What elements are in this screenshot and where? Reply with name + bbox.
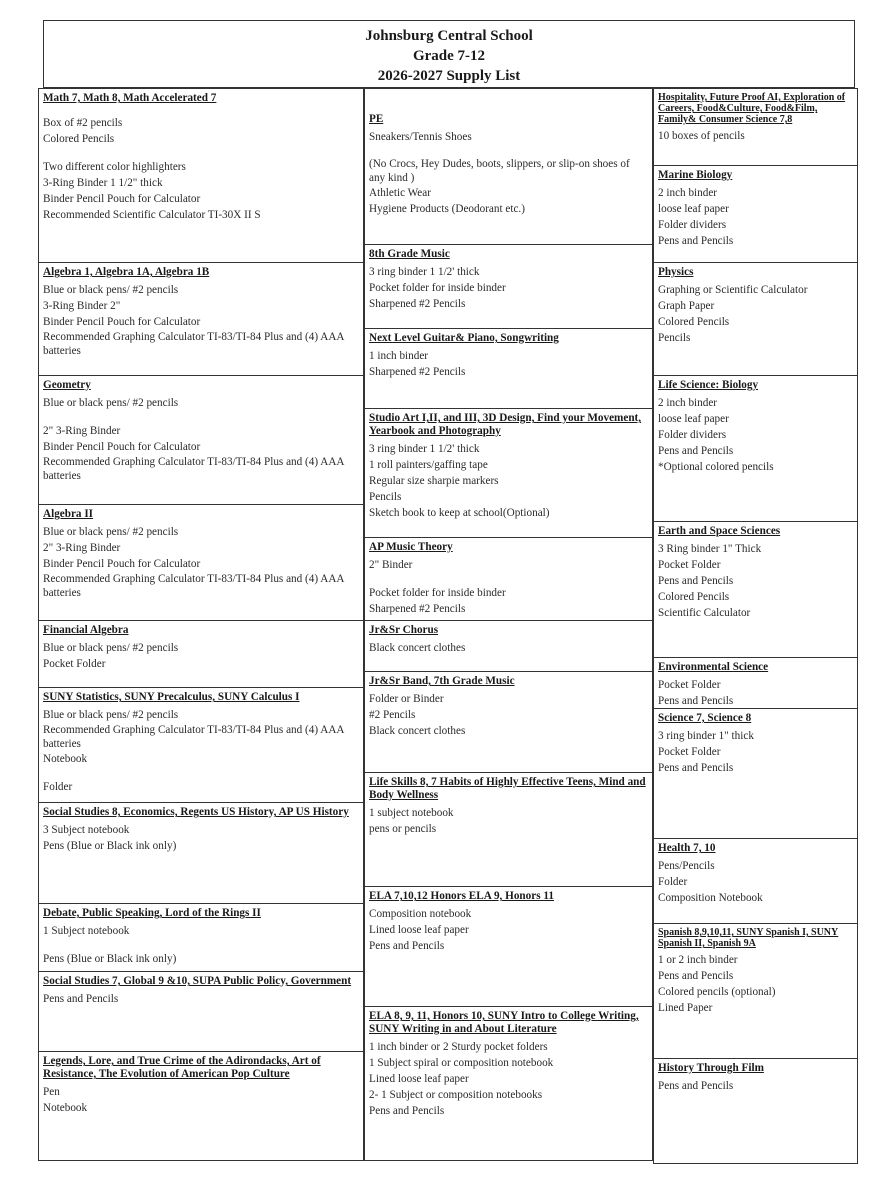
school-name: Johnsburg Central School xyxy=(365,28,533,44)
supply-item: 2 inch binder xyxy=(658,397,718,409)
supply-item: Pocket Folder xyxy=(658,679,721,691)
course-title: Legends, Lore, and True Crime of the Adirondacks, Art of Resistance, The Evolution of American Pop Culture xyxy=(43,1055,321,1080)
supply-item: Black concert clothes xyxy=(369,642,466,654)
course-section xyxy=(653,521,858,658)
supply-item: 1 or 2 inch binder xyxy=(658,954,738,966)
supply-item: Binder Pencil Pouch for Calculator xyxy=(43,193,201,205)
course-section xyxy=(38,687,364,803)
supply-item: Pens and Pencils xyxy=(658,1080,734,1092)
supply-item: Composition Notebook xyxy=(658,892,763,904)
supply-item: Sharpened #2 Pencils xyxy=(369,366,466,378)
supply-item: 3 ring binder 1 1/2' thick xyxy=(369,266,480,278)
course-section xyxy=(364,537,653,621)
course-title: Social Studies 7, Global 9 &10, SUPA Public Policy, Government xyxy=(43,975,352,987)
course-section xyxy=(38,375,364,505)
course-section xyxy=(38,903,364,972)
supply-item: Recommended Graphing Calculator TI-83/TI-84 Plus and (4) AAA batteries xyxy=(43,456,344,482)
course-title: Marine Biology xyxy=(658,169,733,181)
spacer xyxy=(43,939,359,951)
supply-item: Folder xyxy=(43,781,73,793)
supply-item: 1 roll painters/gaffing tape xyxy=(369,459,488,471)
supply-item: Pens and Pencils xyxy=(658,695,734,707)
course-section xyxy=(38,88,364,263)
course-title: SUNY Statistics, SUNY Precalculus, SUNY Calculus I xyxy=(43,691,300,703)
supply-item: Blue or black pens/ #2 pencils xyxy=(43,284,179,296)
supply-item: Colored Pencils xyxy=(658,316,730,328)
supply-item: Pocket Folder xyxy=(658,746,721,758)
course-title: AP Music Theory xyxy=(369,541,453,553)
course-section xyxy=(364,408,653,538)
course-title: PE xyxy=(369,113,384,125)
course-title: Next Level Guitar& Piano, Songwriting xyxy=(369,332,559,344)
supply-item: Binder Pencil Pouch for Calculator xyxy=(43,316,201,328)
course-title: ELA 7,10,12 Honors ELA 9, Honors 11 xyxy=(369,890,554,902)
supply-item: Athletic Wear xyxy=(369,187,431,199)
course-title: Financial Algebra xyxy=(43,624,129,636)
course-section xyxy=(38,971,364,1052)
supply-item: Recommended Graphing Calculator TI-83/TI-84 Plus and (4) AAA batteries xyxy=(43,724,344,750)
course-title: Jr&Sr Band, 7th Grade Music xyxy=(369,675,515,687)
supply-item: Pens and Pencils xyxy=(658,970,734,982)
grade-range: Grade 7-12 xyxy=(412,48,486,64)
supply-item: Pens and Pencils xyxy=(658,575,734,587)
course-section xyxy=(653,657,858,709)
supply-item: Scientific Calculator xyxy=(658,607,751,619)
supply-item: 10 boxes of pencils xyxy=(658,130,745,142)
course-title: History Through Film xyxy=(658,1062,764,1074)
supply-item: Sharpened #2 Pencils xyxy=(369,298,466,310)
supply-item: 2- 1 Subject or composition notebooks xyxy=(369,1089,543,1101)
supply-item: Pens and Pencils xyxy=(658,445,734,457)
supply-item: Recommended Graphing Calculator TI-83/TI-84 Plus and (4) AAA batteries xyxy=(43,573,344,599)
supply-item: Binder Pencil Pouch for Calculator xyxy=(43,441,201,453)
course-title: Science 7, Science 8 xyxy=(658,712,752,724)
supply-item: (No Crocs, Hey Dudes, boots, slippers, or slip-on shoes of any kind ) xyxy=(369,158,630,184)
course-section xyxy=(364,886,653,1007)
supply-item: Pens and Pencils xyxy=(369,940,445,952)
supply-item: 2" 3-Ring Binder xyxy=(43,425,121,437)
supply-item: 3 Subject notebook xyxy=(43,824,130,836)
supply-item: Notebook xyxy=(43,1102,88,1114)
course-title: Debate, Public Speaking, Lord of the Rings II xyxy=(43,907,261,919)
supply-item: Pocket Folder xyxy=(658,559,721,571)
supply-item: Blue or black pens/ #2 pencils xyxy=(43,526,179,538)
spacer xyxy=(43,411,359,423)
supply-item: Sneakers/Tennis Shoes xyxy=(369,131,472,143)
course-title: Geometry xyxy=(43,379,91,391)
supply-item: pens or pencils xyxy=(369,823,437,835)
supply-item: Pencils xyxy=(369,491,402,503)
supply-item: 3 ring binder 1 1/2' thick xyxy=(369,443,480,455)
supply-item: Colored Pencils xyxy=(658,591,730,603)
course-title: Life Skills 8, 7 Habits of Highly Effective Teens, Mind and Body Wellness xyxy=(369,776,646,801)
supply-item: Pens and Pencils xyxy=(43,993,119,1005)
supply-item: Pens and Pencils xyxy=(658,235,734,247)
course-title: Physics xyxy=(658,266,694,278)
course-title: Jr&Sr Chorus xyxy=(369,624,439,636)
course-title: Algebra 1, Algebra 1A, Algebra 1B xyxy=(43,266,210,278)
supply-item: loose leaf paper xyxy=(658,413,729,425)
course-title: Algebra II xyxy=(43,508,94,520)
supply-item: Pocket Folder xyxy=(43,658,106,670)
course-section xyxy=(38,802,364,904)
list-title: 2026-2027 Supply List xyxy=(377,68,521,84)
supply-item: Composition notebook xyxy=(369,908,472,920)
course-section xyxy=(38,504,364,621)
supply-item: Graphing or Scientific Calculator xyxy=(658,284,808,296)
course-section xyxy=(364,88,653,245)
course-section xyxy=(653,375,858,522)
supply-item: Graph Paper xyxy=(658,300,715,312)
course-section xyxy=(364,328,653,409)
spacer xyxy=(369,573,648,585)
supply-item: Pens (Blue or Black ink only) xyxy=(43,953,177,965)
course-section xyxy=(653,88,858,166)
supply-item: Hygiene Products (Deodorant etc.) xyxy=(369,203,525,215)
supply-item: Recommended Scientific Calculator TI-30X II S xyxy=(43,209,261,221)
course-title: Earth and Space Sciences xyxy=(658,525,781,537)
course-section xyxy=(38,1051,364,1161)
supply-item: Blue or black pens/ #2 pencils xyxy=(43,397,179,409)
supply-item: 3 ring binder 1" thick xyxy=(658,730,754,742)
course-section xyxy=(38,262,364,376)
course-title: Social Studies 8, Economics, Regents US History, AP US History xyxy=(43,806,349,818)
supply-item: loose leaf paper xyxy=(658,203,729,215)
course-title: Studio Art I,II, and III, 3D Design, Find your Movement, Yearbook and Photography xyxy=(369,412,642,437)
supply-item: 1 inch binder xyxy=(369,350,429,362)
supply-item: Pocket folder for inside binder xyxy=(369,282,506,294)
spacer xyxy=(369,145,648,157)
course-section xyxy=(364,671,653,773)
supply-item: Recommended Graphing Calculator TI-83/TI-84 Plus and (4) AAA batteries xyxy=(43,331,344,357)
supply-item: *Optional colored pencils xyxy=(658,461,774,473)
supply-item: Sharpened #2 Pencils xyxy=(369,603,466,615)
spacer xyxy=(43,147,359,159)
supply-item: Regular size sharpie markers xyxy=(369,475,499,487)
course-title: 8th Grade Music xyxy=(369,248,450,260)
supply-item: 3-Ring Binder 2" xyxy=(43,300,121,312)
supply-item: Binder Pencil Pouch for Calculator xyxy=(43,558,201,570)
supply-item: Pens (Blue or Black ink only) xyxy=(43,840,177,852)
supply-item: Box of #2 pencils xyxy=(43,117,123,129)
course-title: Hospitality, Future Proof AI, Exploration of Careers, Food&Culture, Food&Film, Family& Consumer Science 7,8 xyxy=(658,92,846,125)
supply-item: Lined loose leaf paper xyxy=(369,1073,469,1085)
supply-item: Sketch book to keep at school(Optional) xyxy=(369,507,550,519)
course-title: Math 7, Math 8, Math Accelerated 7 xyxy=(43,92,217,104)
course-section xyxy=(653,262,858,376)
supply-item: Folder or Binder xyxy=(369,693,444,705)
supply-item: Pens and Pencils xyxy=(369,1105,445,1117)
course-section xyxy=(364,772,653,887)
course-title: Health 7, 10 xyxy=(658,842,716,854)
supply-item: 1 Subject notebook xyxy=(43,925,130,937)
supply-item: Lined loose leaf paper xyxy=(369,924,469,936)
supply-item: Blue or black pens/ #2 pencils xyxy=(43,642,179,654)
supply-item: 3 Ring binder 1" Thick xyxy=(658,543,762,555)
course-title: Life Science: Biology xyxy=(658,379,759,391)
supply-item: Folder dividers xyxy=(658,219,727,231)
course-title: ELA 8, 9, 11, Honors 10, SUNY Intro to College Writing, SUNY Writing in and About Literature xyxy=(369,1010,639,1035)
supply-item: Pencils xyxy=(658,332,691,344)
supply-item: Pens/Pencils xyxy=(658,860,715,872)
supply-item: 2 inch binder xyxy=(658,187,718,199)
supply-item: Two different color highlighters xyxy=(43,161,186,173)
supply-item: Colored pencils (optional) xyxy=(658,986,776,998)
course-section xyxy=(38,620,364,688)
supply-item: 1 inch binder or 2 Sturdy pocket folders xyxy=(369,1041,548,1053)
supply-item: 3-Ring Binder 1 1/2" thick xyxy=(43,177,163,189)
supply-item: 1 subject notebook xyxy=(369,807,454,819)
supply-item: 2" Binder xyxy=(369,559,413,571)
supply-item: Black concert clothes xyxy=(369,725,466,737)
course-section xyxy=(653,708,858,839)
course-title: Spanish 8,9,10,11, SUNY Spanish I, SUNY Spanish II, Spanish 9A xyxy=(658,927,839,949)
supply-item: Colored Pencils xyxy=(43,133,115,145)
course-section xyxy=(364,1006,653,1161)
supply-item: #2 Pencils xyxy=(369,709,416,721)
course-section xyxy=(653,1058,858,1164)
spacer xyxy=(43,767,359,779)
page-header xyxy=(43,20,855,88)
course-section xyxy=(653,165,858,263)
supply-item: Folder xyxy=(658,876,688,888)
course-section xyxy=(653,923,858,1059)
supply-item: Pens and Pencils xyxy=(658,762,734,774)
supply-item: Pen xyxy=(43,1086,60,1098)
course-section xyxy=(653,838,858,924)
course-section xyxy=(364,620,653,672)
supply-item: Blue or black pens/ #2 pencils xyxy=(43,709,179,721)
supply-item: 2" 3-Ring Binder xyxy=(43,542,121,554)
supply-item: Pocket folder for inside binder xyxy=(369,587,506,599)
supply-item: Lined Paper xyxy=(658,1002,713,1014)
course-title: Environmental Science xyxy=(658,661,769,673)
course-section xyxy=(364,244,653,329)
supply-item: Folder dividers xyxy=(658,429,727,441)
supply-item: Notebook xyxy=(43,753,88,765)
supply-item: 1 Subject spiral or composition notebook xyxy=(369,1057,554,1069)
